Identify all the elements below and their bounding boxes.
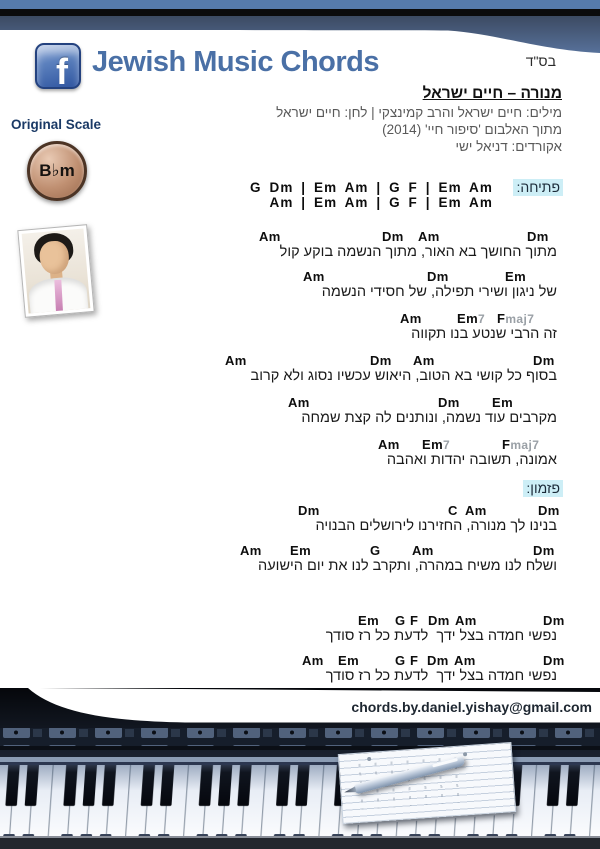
lyric-line: בנינו לך מנורה, החזירנו לירושלים הבנויה bbox=[315, 518, 557, 534]
chord: Am bbox=[378, 437, 400, 452]
chord: Am bbox=[240, 543, 262, 558]
chord: G bbox=[395, 613, 406, 628]
chord: Dm bbox=[382, 229, 404, 244]
lyric-line: בסוף כל קושי בא הטוב, היאוש עכשיו נסוג ולא קרוב bbox=[250, 368, 557, 384]
chord-suffix: maj7 bbox=[505, 312, 535, 326]
lyric-line: מקרבים עוד נשמה, ונותנים לה קצת שמחה bbox=[301, 410, 557, 426]
chord: Am bbox=[259, 229, 281, 244]
chord-line bbox=[0, 311, 600, 327]
chord-line bbox=[0, 653, 600, 669]
lyric-line: מתוך החושך בא האור, מתוך הנשמה בוקע קול bbox=[279, 244, 557, 260]
chord: Am bbox=[288, 395, 310, 410]
chord: Em7 bbox=[422, 437, 451, 452]
chord: Am bbox=[418, 229, 440, 244]
chord: Dm bbox=[533, 353, 555, 368]
chord-suffix: 7 bbox=[478, 312, 486, 326]
chord-line bbox=[0, 613, 600, 629]
chord: Am bbox=[454, 653, 476, 668]
chord: Dm bbox=[527, 229, 549, 244]
chord: Am bbox=[455, 613, 477, 628]
chord-suffix: 7 bbox=[443, 438, 451, 452]
chord: Fmaj7 bbox=[502, 437, 540, 452]
chord: G bbox=[370, 543, 381, 558]
chord-line bbox=[0, 543, 600, 559]
lyric-line: נפשי חמדה בצל ידך לדעת כל רז סודך bbox=[325, 628, 557, 644]
chord: Em bbox=[358, 613, 380, 628]
bsd-text: בס"ד bbox=[525, 53, 556, 69]
credit-chords-author: אקורדים: דניאל ישי bbox=[455, 139, 562, 154]
chord: Am bbox=[400, 311, 422, 326]
credit-writers: מילים: חיים ישראל והרב קמינצקי | לחן: חיים ישראל bbox=[276, 105, 562, 120]
chord-line bbox=[0, 503, 600, 519]
chord: Em bbox=[290, 543, 312, 558]
piano-photo bbox=[0, 688, 600, 849]
chord: Dm bbox=[543, 653, 565, 668]
email-link[interactable]: chords.by.daniel.yishay@gmail.com bbox=[351, 699, 592, 715]
chord: Am bbox=[413, 353, 435, 368]
facebook-f-glyph: f bbox=[56, 51, 68, 89]
chord: Dm bbox=[427, 653, 449, 668]
chord: Am bbox=[412, 543, 434, 558]
chord: Dm bbox=[427, 269, 449, 284]
chord-line bbox=[0, 395, 600, 411]
chord-line bbox=[0, 269, 600, 285]
chord: Dm bbox=[533, 543, 555, 558]
chorus-label: פזמון: bbox=[523, 480, 563, 497]
chord: Dm bbox=[370, 353, 392, 368]
chord: Em bbox=[338, 653, 360, 668]
chord-line bbox=[0, 353, 600, 369]
lyric-line: נפשי חמדה בצל ידך לדעת כל רז סודך bbox=[325, 668, 557, 684]
chord: Dm bbox=[298, 503, 320, 518]
credit-album: מתוך האלבום 'סיפור חיי' (2014) bbox=[382, 122, 562, 137]
chord: Fmaj7 bbox=[497, 311, 535, 326]
lyric-line: ושלח לנו משיח במהרה, ותקרב לנו את יום הישועה bbox=[258, 558, 557, 574]
intro-label: פתיחה: bbox=[513, 179, 563, 196]
intro-chords-line-2: Am | Em Am | G F | Em Am bbox=[269, 195, 493, 210]
chord: Dm bbox=[543, 613, 565, 628]
chord: Dm bbox=[438, 395, 460, 410]
scale-badge bbox=[27, 141, 87, 201]
chord: G bbox=[395, 653, 406, 668]
intro-chords-line-1: G Dm | Em Am | G F | Em Am bbox=[250, 180, 493, 195]
lyric-line: של ניגון ושירי תפילה, של חסידי הנשמה bbox=[321, 284, 557, 300]
scale-badge-text: B♭m bbox=[39, 161, 75, 180]
chord: F bbox=[410, 653, 419, 668]
lyric-line: אמונה, תשובה יהדות ואהבה bbox=[386, 452, 557, 468]
chord: Am bbox=[465, 503, 487, 518]
chord: Am bbox=[303, 269, 325, 284]
chord: Am bbox=[302, 653, 324, 668]
chord: Am bbox=[225, 353, 247, 368]
chord: F bbox=[410, 613, 419, 628]
chord: Em7 bbox=[457, 311, 486, 326]
song-title: מנורה – חיים ישראל bbox=[422, 85, 562, 102]
chord-line bbox=[0, 437, 600, 453]
brand-title: Jewish Music Chords bbox=[92, 46, 380, 78]
chord: Dm bbox=[428, 613, 450, 628]
chord: Em bbox=[505, 269, 527, 284]
facebook-icon[interactable] bbox=[35, 43, 81, 89]
chord: Dm bbox=[538, 503, 560, 518]
lyric-line: זה הרבי שנטע בנו תקווה bbox=[411, 326, 557, 342]
chord: C bbox=[448, 503, 458, 518]
chord: Em bbox=[492, 395, 514, 410]
chord-suffix: maj7 bbox=[510, 438, 540, 452]
original-scale-label: Original Scale bbox=[11, 117, 102, 132]
chord-line bbox=[0, 229, 600, 245]
